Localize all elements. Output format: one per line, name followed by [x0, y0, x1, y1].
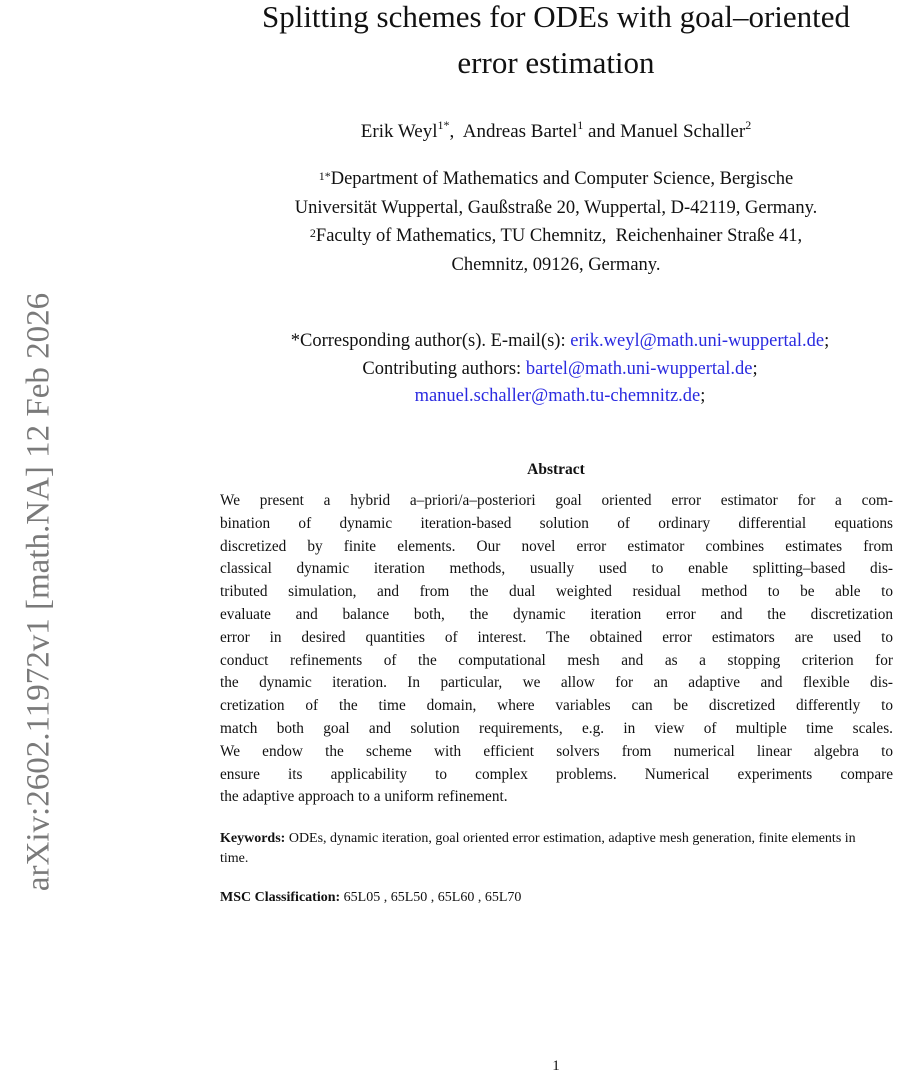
abstract-heading: Abstract	[527, 461, 585, 478]
abstract-line: We present a hybrid a–priori/a–posteriori goal oriented error estimator for a com-	[220, 492, 893, 509]
abstract-line: ensure its applicability to complex problems. Numerical experiments compare	[220, 765, 893, 783]
abstract-line: match both goal and solution requirements, e.g. in view of multiple time scales.	[220, 719, 893, 737]
abstract-line: classical dynamic iteration methods, usually used to enable splitting–based dis-	[220, 560, 893, 578]
email-link-bartel[interactable]: bartel@math.uni-wuppertal.de	[525, 358, 753, 379]
abstract-line: cretization of the time domain, where variables can be discretized differently to	[220, 697, 893, 715]
author-sep: and	[583, 121, 621, 142]
title-line: Splitting schemes for ODEs with goal–oriented	[261, 0, 851, 34]
msc-classification	[220, 890, 521, 906]
separator: ;	[824, 331, 830, 351]
author-affil: 2	[745, 118, 752, 132]
author-affil: 1	[577, 118, 584, 132]
corresponding-label: *Corresponding author(s). E-mail(s):	[290, 331, 571, 351]
keywords-text: ODEs, dynamic iteration, goal oriented error estimation, adaptive mesh generation, finite elements in time.	[220, 831, 856, 866]
author-affil: 1*	[437, 118, 450, 132]
abstract-body	[220, 490, 893, 809]
author-name: Erik Weyl	[360, 121, 438, 142]
abstract-line: evaluate and balance both, the dynamic iteration error and the discretization	[220, 605, 893, 623]
page-number: 1	[552, 1058, 560, 1074]
separator: ;	[700, 386, 706, 406]
author-name: Andreas Bartel	[462, 121, 578, 142]
affiliations	[200, 165, 912, 279]
affiliation-text: Department of Mathematics and Computer Science, Bergische	[330, 169, 794, 189]
arxiv-identifier-stamp: arXiv:2602.11972v1 [math.NA] 12 Feb 2026	[20, 292, 57, 892]
abstract-line: conduct refinements of the computational mesh and as a stopping criterion for	[220, 651, 893, 669]
contact-info	[190, 328, 915, 411]
abstract-line: We endow the scheme with efficient solvers from numerical linear algebra to	[220, 742, 893, 760]
abstract-line: discretized by finite elements. Our novel error estimator combines estimates from	[220, 537, 893, 555]
email-link-schaller[interactable]: manuel.schaller@math.tu-chemnitz.de	[414, 386, 701, 406]
abstract-line: error in desired quantities of interest. The obtained error estimators are used to	[220, 628, 893, 646]
msc-label: MSC Classification:	[220, 890, 341, 905]
title-line: error estimation	[457, 45, 655, 80]
keywords	[220, 829, 880, 869]
abstract-line: the adaptive approach to a uniform refinement.	[220, 788, 508, 806]
author-sep: ,	[449, 121, 463, 142]
separator: ;	[752, 358, 758, 379]
author-name: Manuel Schaller	[620, 121, 746, 142]
email-link-weyl[interactable]: erik.weyl@math.uni-wuppertal.de	[570, 331, 825, 351]
msc-text: 65L05 , 65L50 , 65L60 , 65L70	[340, 890, 522, 905]
keywords-label: Keywords:	[220, 831, 286, 846]
affiliation-text: Chemnitz, 09126, Germany.	[451, 254, 661, 275]
affiliation-text: Universität Wuppertal, Gaußstraße 20, Wuppertal, D-42119, Germany.	[294, 197, 818, 218]
author-list	[200, 118, 912, 143]
affil-marker: 1*	[318, 169, 331, 183]
abstract-line: tributed simulation, and from the dual weighted residual method to be able to	[220, 583, 893, 601]
paper-title	[200, 0, 912, 86]
contributing-label: Contributing authors:	[362, 358, 526, 379]
affil-marker: 2	[309, 226, 316, 240]
abstract-line: the dynamic iteration. In particular, we allow for an adaptive and flexible dis-	[220, 674, 893, 692]
abstract-line: bination of dynamic iteration-based solution of ordinary differential equations	[220, 514, 893, 532]
affiliation-text: Faculty of Mathematics, TU Chemnitz, Reichenhainer Straße 41,	[315, 226, 803, 246]
